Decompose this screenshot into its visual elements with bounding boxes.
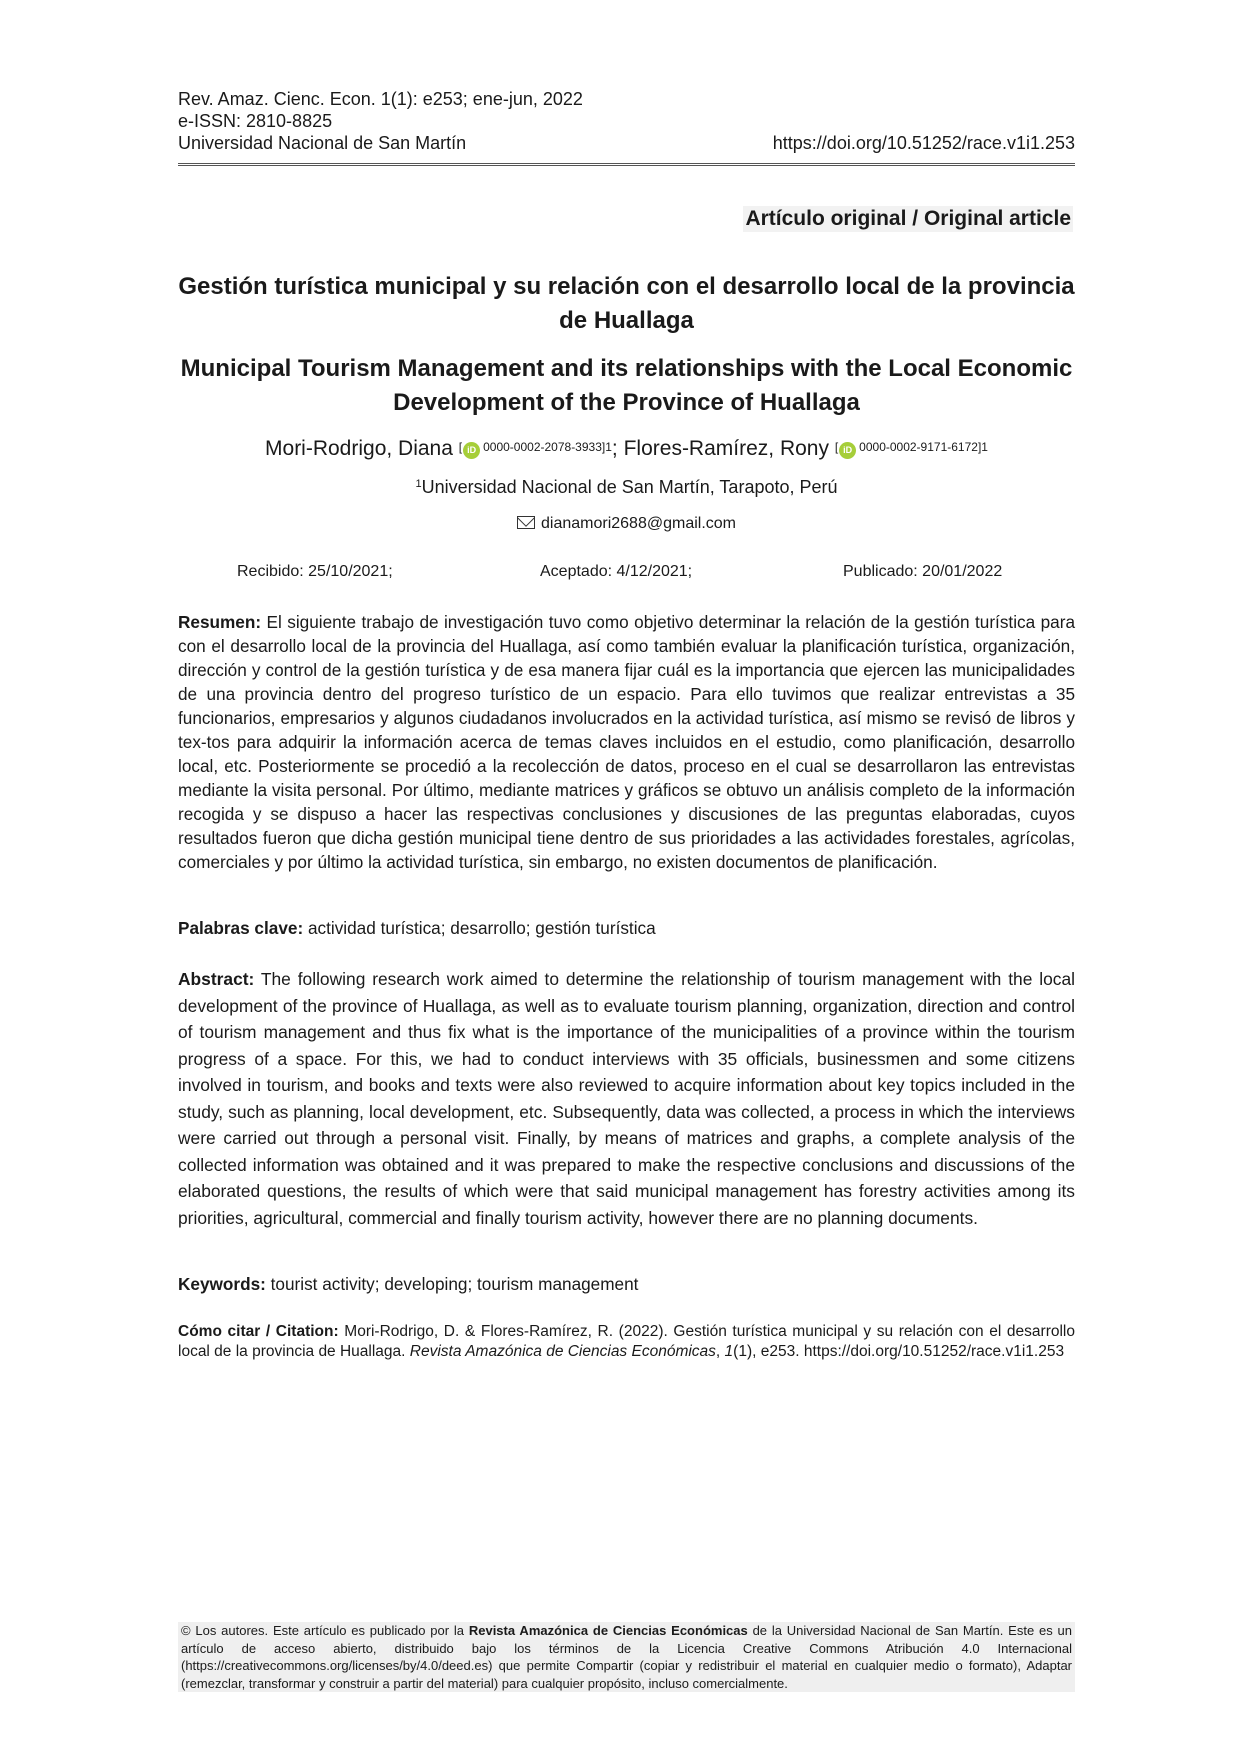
abstract-label: Abstract:: [178, 969, 255, 989]
title-spanish: Gestión turística municipal y su relación con el desarrollo local de la provincia de Huallaga: [178, 273, 1075, 334]
journal-issn: e-ISSN: 2810-8825: [178, 111, 333, 131]
orcid-icon: iD: [463, 442, 480, 459]
abstract-text: The following research work aimed to determine the relationship of tourism management with the local development of the province of Huallaga, as well as to evaluate tourism planning, organization, direction and control of tourism management and thus fix what is the importance of the municipalities of a province within the tourism progress of a space. For this, we had to conduct interviews with 35 officials, businessmen and some citizens involved in tourism, and books and texts were also reviewed to acquire information about key topics included in the study, such as planning, local development, etc. Subsequently, data was collected, a process in which the interviews were carried out through a personal visit. Finally, by means of matrices and graphs, a complete analysis of the collected information was obtained and it was prepared to make the respective conclusions and discussions of the elaborated questions, the results of which were that said municipal management has forestry activities among its priorities, agricultural, commercial and finally tourism activity, however there are no planning documents.: [178, 969, 1075, 1228]
journal-header: [178, 88, 1075, 154]
affiliation-mark: 1: [981, 440, 988, 454]
affiliation-mark: 1: [605, 440, 612, 454]
corresponding-email: [178, 515, 1075, 533]
citation-section: Cómo citar / Citation: Mori-Rodrigo, D. & Flores-Ramírez, R. (2022). Gestión turística municipal y su relación con el desarrollo local de la provincia de Huallaga. Revista Amazónica de Ciencias Económicas, 1(1), e253. https://doi.org/10.51252/race.v1i1.253: [178, 1323, 1075, 1360]
orcid-reference[interactable]: [ iD 0000-0002-2078-3933]1: [459, 440, 612, 454]
citation-issue-page: (1), e253.: [733, 1343, 800, 1360]
journal-citation-line: Rev. Amaz. Cienc. Econ. 1(1): e253; ene-jun, 2022: [178, 89, 583, 109]
author-name: Mori-Rodrigo, Diana: [265, 437, 453, 460]
palabras-clave-label: Palabras clave:: [178, 918, 304, 938]
orcid-id[interactable]: 0000-0002-9171-6172: [859, 440, 978, 454]
license-journal: Revista Amazónica de Ciencias Económicas: [468, 1623, 748, 1638]
citation-doi-link[interactable]: https://doi.org/10.51252/race.v1i1.253: [803, 1343, 1065, 1360]
keywords-text: tourist activity; developing; tourism management: [270, 1274, 639, 1294]
journal-university: Universidad Nacional de San Martín: [178, 133, 467, 153]
title-english: Municipal Tourism Management and its relationships with the Local Economic Development of the Province of Huallaga: [180, 355, 1073, 416]
citation-text: Mori-Rodrigo, D. & Flores-Ramírez, R. (2022). Gestión turística municipal y su relación con el desarrollo local de la provincia de Huallaga.: [178, 1323, 1075, 1360]
keywords-section: [178, 1272, 1075, 1296]
mail-icon: [517, 516, 535, 529]
resumen-section: [178, 610, 1075, 874]
citation-volume: 1: [724, 1343, 734, 1360]
orcid-icon: iD: [839, 442, 856, 459]
palabras-clave-text: actividad turística; desarrollo; gestión turística: [307, 918, 656, 938]
affiliation-text: Universidad Nacional de San Martín, Tarapoto, Perú: [421, 477, 838, 497]
citation-journal: Revista Amazónica de Ciencias Económicas: [409, 1343, 716, 1360]
keywords-label: Keywords:: [178, 1274, 266, 1294]
orcid-id[interactable]: 0000-0002-2078-3933: [483, 440, 602, 454]
affiliation: [178, 477, 1075, 498]
date-received: Recibido: 25/10/2021;: [237, 563, 393, 580]
date-accepted: Aceptado: 4/12/2021;: [540, 563, 693, 580]
author-list: Mori-Rodrigo, Diana [ iD 0000-0002-2078-3933]1; Flores-Ramírez, Rony [ iD 0000-0002-9171-6172]1: [265, 437, 988, 460]
license-text: de la Universidad Nacional de San Martín. Este es un artículo de acceso abierto, distribuido bajo los términos de la Licencia Creative Commons Atribución 4.0 Internacional (https://creativecommons.org/licenses/by/4.0/deed.es) que permite Compartir (copiar y redistribuir el material en cualquier medio o formato), Adaptar (remezclar, transformar y construir a partir del material) para cualquier propósito, incluso comercialmente.: [181, 1623, 1073, 1691]
article-type-label: Artículo original / Original article: [745, 207, 1071, 230]
resumen-label: Resumen:: [178, 612, 262, 632]
resumen-text: El siguiente trabajo de investigación tuvo como objetivo determinar la relación de la gestión turística para con el desarrollo local de la provincia del Huallaga, así como también evaluar la planificación turística, organización, dirección y control de la gestión turística y de esa manera fijar cuál es la importancia que ejercen las municipalidades de una provincia dentro del progreso turístico de un espacio. Para ello tuvimos que realizar entrevistas a 35 funcionarios, empresarios y algunos ciudadanos involucrados en la actividad turística, así mismo se revisó de libros y tex-tos para adquirir la información acerca de temas claves incluidos en el estudio, como planificación, desarrollo local, etc. Posteriormente se procedió a la recolección de datos, proceso en el cual se desarrollaron las entrevistas mediante la visita personal. Por último, mediante matrices y gráficos se obtuvo un análisis completo de la información recogida y se dispuso a hacer las respectivas conclusiones y discusiones de las preguntas elaboradas, cuyos resultados fueron que dicha gestión municipal tiene dentro de sus prioridades a las actividades forestales, agrícolas, comerciales y por último la actividad turística, sin embargo, no existen documentos de planificación.: [178, 612, 1076, 872]
license-notice: [178, 1622, 1075, 1692]
license-prefix: © Los autores. Este artículo es publicado por la: [181, 1623, 465, 1638]
abstract-section: [178, 966, 1075, 1231]
citation-label: Cómo citar / Citation:: [178, 1323, 339, 1340]
orcid-reference[interactable]: [ iD 0000-0002-9171-6172]1: [835, 440, 988, 454]
header-divider: [178, 163, 1075, 169]
header-doi-link[interactable]: https://doi.org/10.51252/race.v1i1.253: [772, 133, 1075, 153]
email-link[interactable]: dianamori2688@gmail.com: [541, 515, 736, 532]
author-name: Flores-Ramírez, Rony: [623, 437, 829, 460]
palabras-clave-section: [178, 916, 1075, 940]
affiliation-mark: 1: [415, 478, 422, 490]
date-published: Publicado: 20/01/2022: [843, 563, 1003, 580]
